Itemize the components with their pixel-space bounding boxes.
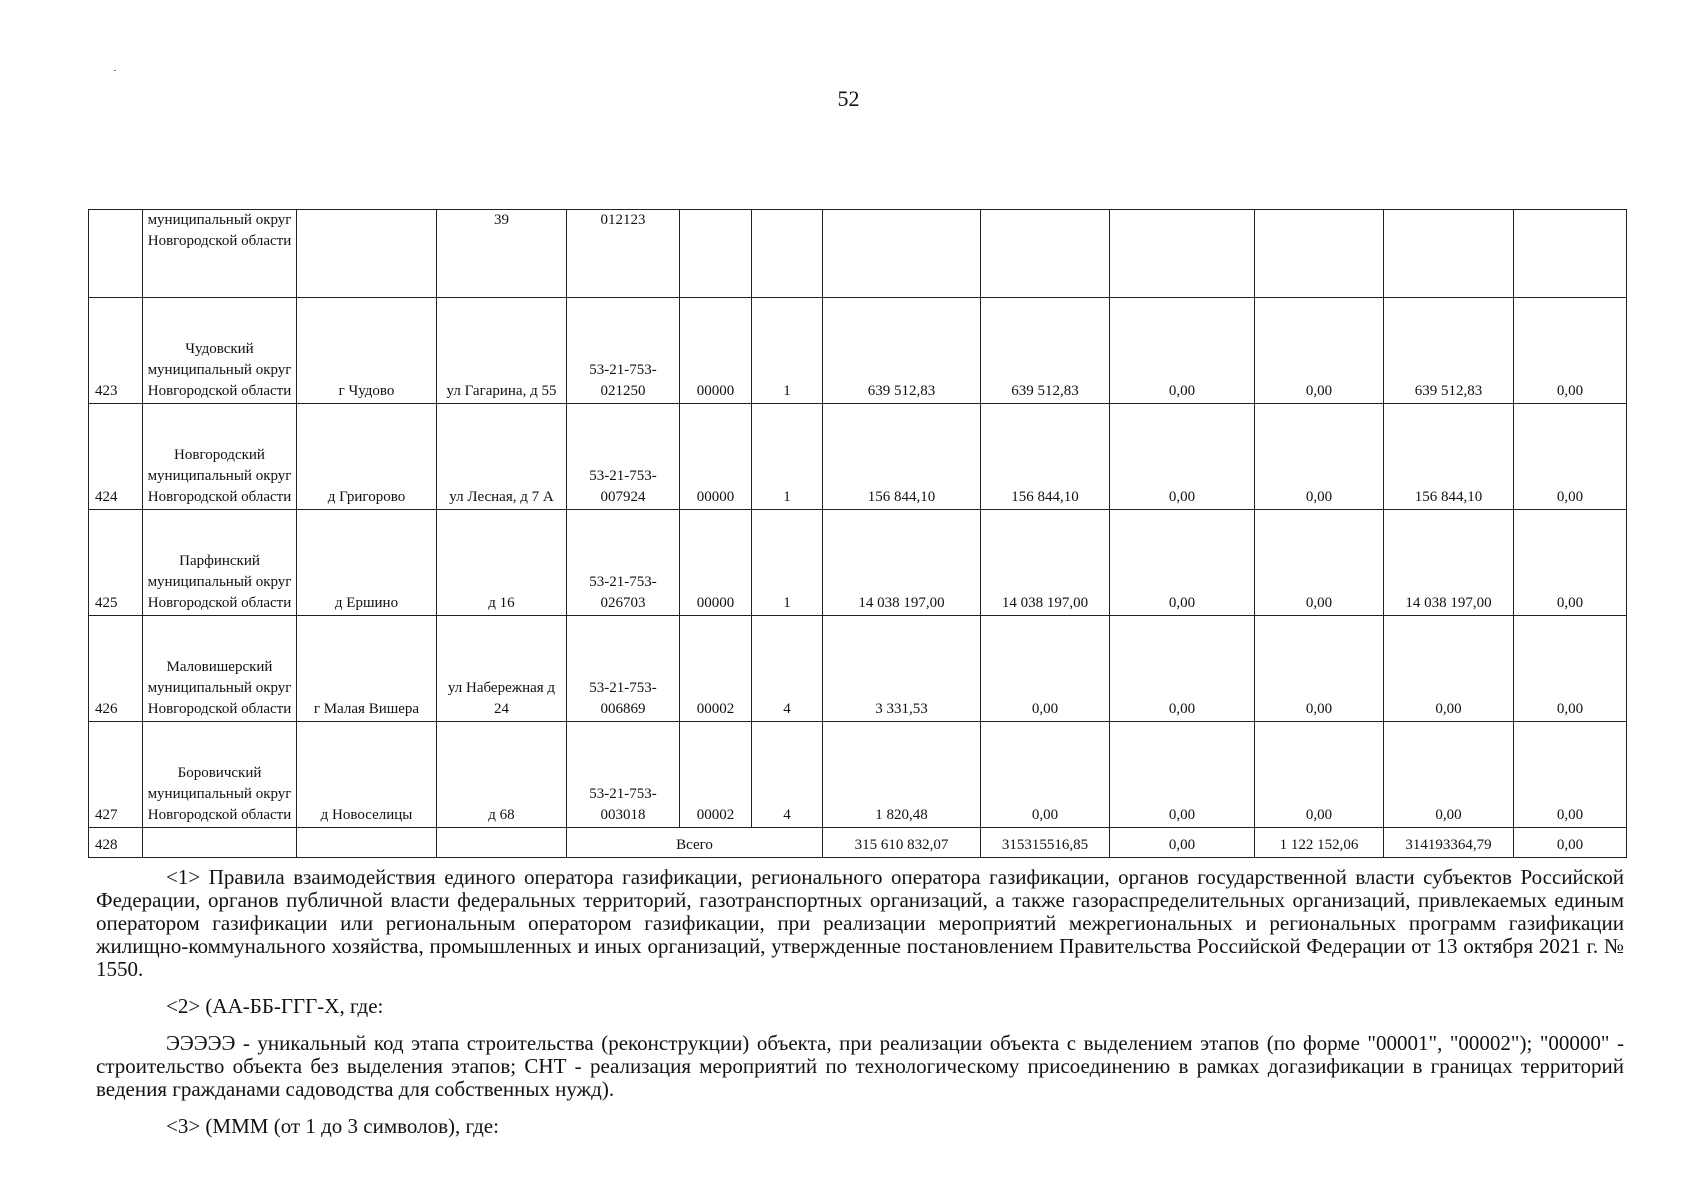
cell-settlement xyxy=(297,210,437,298)
table-row-total xyxy=(89,828,1627,858)
cell-stage: 00000 xyxy=(680,510,752,616)
cell-stage: 00002 xyxy=(680,722,752,828)
cell-num: 424 xyxy=(89,404,143,510)
footnote-2: <2> (АА-ББ-ГГГ-Х, где: xyxy=(166,994,384,1018)
cell-num xyxy=(89,210,143,298)
footnotes xyxy=(96,866,1624,1138)
cell-c6: 0,00 xyxy=(1514,722,1627,828)
cell-street: ул Гагарина, д 55 xyxy=(437,298,567,404)
cell-c6: 0,00 xyxy=(1514,404,1627,510)
cell-c4: 0,00 xyxy=(1255,298,1384,404)
cell-c3: 0,00 xyxy=(1110,616,1255,722)
cell-municipality: Маловишерский муниципальный округ Новгородской области xyxy=(143,616,297,722)
cell-stage xyxy=(680,210,752,298)
cell-c5: 639 512,83 xyxy=(1384,298,1514,404)
total-c4: 1 122 152,06 xyxy=(1255,828,1384,858)
cell-c5: 156 844,10 xyxy=(1384,404,1514,510)
total-c2: 315315516,85 xyxy=(981,828,1110,858)
cell-municipality: Новгородский муниципальный округ Новгородской области xyxy=(143,404,297,510)
cell-c3 xyxy=(1110,210,1255,298)
footnote-3: <3> (МММ (от 1 до 3 символов), где: xyxy=(166,1114,499,1138)
table-row xyxy=(89,404,1627,510)
cell-street: ул Набережная д 24 xyxy=(437,616,567,722)
cell-code: 53-21-753-003018 xyxy=(567,722,680,828)
cell-c6: 0,00 xyxy=(1514,616,1627,722)
cell-c5: 0,00 xyxy=(1384,616,1514,722)
table-row-continuation xyxy=(89,210,1627,298)
cell-c3: 0,00 xyxy=(1110,298,1255,404)
cell-municipality: Боровичский муниципальный округ Новгородской области xyxy=(143,722,297,828)
cell-stage: 00000 xyxy=(680,298,752,404)
cell-m: 1 xyxy=(752,298,823,404)
cell-c5 xyxy=(1384,210,1514,298)
cell-street: 39 xyxy=(437,210,567,298)
cell-c1: 3 331,53 xyxy=(823,616,981,722)
page-number: 52 xyxy=(837,86,860,111)
cell-c3: 0,00 xyxy=(1110,722,1255,828)
cell-num: 426 xyxy=(89,616,143,722)
cell-num: 428 xyxy=(89,828,143,858)
table-row xyxy=(89,510,1627,616)
cell-c2 xyxy=(981,210,1110,298)
cell-stage: 00000 xyxy=(680,404,752,510)
cell-municipality: муниципальный округ Новгородской области xyxy=(143,210,297,298)
cell-c4: 0,00 xyxy=(1255,510,1384,616)
cell-c4 xyxy=(1255,210,1384,298)
cell-c1: 639 512,83 xyxy=(823,298,981,404)
cell-street: д 68 xyxy=(437,722,567,828)
cell-m: 4 xyxy=(752,722,823,828)
total-c3: 0,00 xyxy=(1110,828,1255,858)
table-row xyxy=(89,616,1627,722)
cell-c1: 156 844,10 xyxy=(823,404,981,510)
cell-settlement: д Новоселицы xyxy=(297,722,437,828)
cell-settlement: д Григорово xyxy=(297,404,437,510)
cell-c5: 14 038 197,00 xyxy=(1384,510,1514,616)
cell-settlement: д Ершино xyxy=(297,510,437,616)
cell-c2: 0,00 xyxy=(981,722,1110,828)
cell-municipality xyxy=(143,828,297,858)
cell-num: 425 xyxy=(89,510,143,616)
cell-municipality: Чудовский муниципальный округ Новгородской области xyxy=(143,298,297,404)
cell-c2: 0,00 xyxy=(981,616,1110,722)
cell-code: 53-21-753-026703 xyxy=(567,510,680,616)
cell-settlement: г Малая Вишера xyxy=(297,616,437,722)
cell-municipality: Парфинский муниципальный округ Новгородской области xyxy=(143,510,297,616)
cell-m: 1 xyxy=(752,404,823,510)
cell-street: д 16 xyxy=(437,510,567,616)
cell-c4: 0,00 xyxy=(1255,722,1384,828)
cell-num: 423 xyxy=(89,298,143,404)
cell-street xyxy=(437,828,567,858)
table-row xyxy=(89,722,1627,828)
cell-stage: 00002 xyxy=(680,616,752,722)
cell-c6: 0,00 xyxy=(1514,298,1627,404)
cell-m: 4 xyxy=(752,616,823,722)
cell-m xyxy=(752,210,823,298)
cell-street: ул Лесная, д 7 А xyxy=(437,404,567,510)
cell-c3: 0,00 xyxy=(1110,404,1255,510)
cell-c6: 0,00 xyxy=(1514,510,1627,616)
footnote-1: <1> Правила взаимодействия единого оператора газификации, регионального оператора газификации, органов государственной власти субъектов Российской Федерации, органов публичной власти федеральных территорий, газотранспортных организаций, а также газораспределительных организаций, привлекаемых единым оператором газификации или региональным оператором газификации, при реализации мероприятий межрегиональных и региональных программ газификации жилищно-коммунального хозяйства, промышленных и иных организаций, утвержденные постановлением Правительства Российской Федерации от 13 октября 2021 г. № 1550. xyxy=(96,865,1624,981)
cell-c3: 0,00 xyxy=(1110,510,1255,616)
cell-code: 53-21-753-007924 xyxy=(567,404,680,510)
cell-c4: 0,00 xyxy=(1255,616,1384,722)
cell-code: 012123 xyxy=(567,210,680,298)
cell-c2: 156 844,10 xyxy=(981,404,1110,510)
cell-c5: 0,00 xyxy=(1384,722,1514,828)
scan-speck xyxy=(114,70,116,71)
cell-c2: 639 512,83 xyxy=(981,298,1110,404)
cell-code: 53-21-753-006869 xyxy=(567,616,680,722)
cell-c2: 14 038 197,00 xyxy=(981,510,1110,616)
total-label: Всего xyxy=(567,828,823,858)
cell-c4: 0,00 xyxy=(1255,404,1384,510)
cell-c6 xyxy=(1514,210,1627,298)
table-row xyxy=(89,298,1627,404)
footnote-2-detail: ЭЭЭЭЭ - уникальный код этапа строительства (реконструкции) объекта, при реализации объекта с выделением этапов (по форме "00001", "00002"); "00000" - строительство объекта без выделения этапов; СНТ - реализация мероприятий по технологическому присоединению в рамках догазификации в границах территорий ведения гражданами садоводства для собственных нужд). xyxy=(96,1031,1624,1101)
cell-settlement xyxy=(297,828,437,858)
total-c6: 0,00 xyxy=(1514,828,1627,858)
cell-m: 1 xyxy=(752,510,823,616)
gasification-table xyxy=(88,209,1627,858)
cell-code: 53-21-753-021250 xyxy=(567,298,680,404)
total-c1: 315 610 832,07 xyxy=(823,828,981,858)
cell-c1 xyxy=(823,210,981,298)
cell-num: 427 xyxy=(89,722,143,828)
total-c5: 314193364,79 xyxy=(1384,828,1514,858)
cell-c1: 1 820,48 xyxy=(823,722,981,828)
cell-settlement: г Чудово xyxy=(297,298,437,404)
cell-c1: 14 038 197,00 xyxy=(823,510,981,616)
